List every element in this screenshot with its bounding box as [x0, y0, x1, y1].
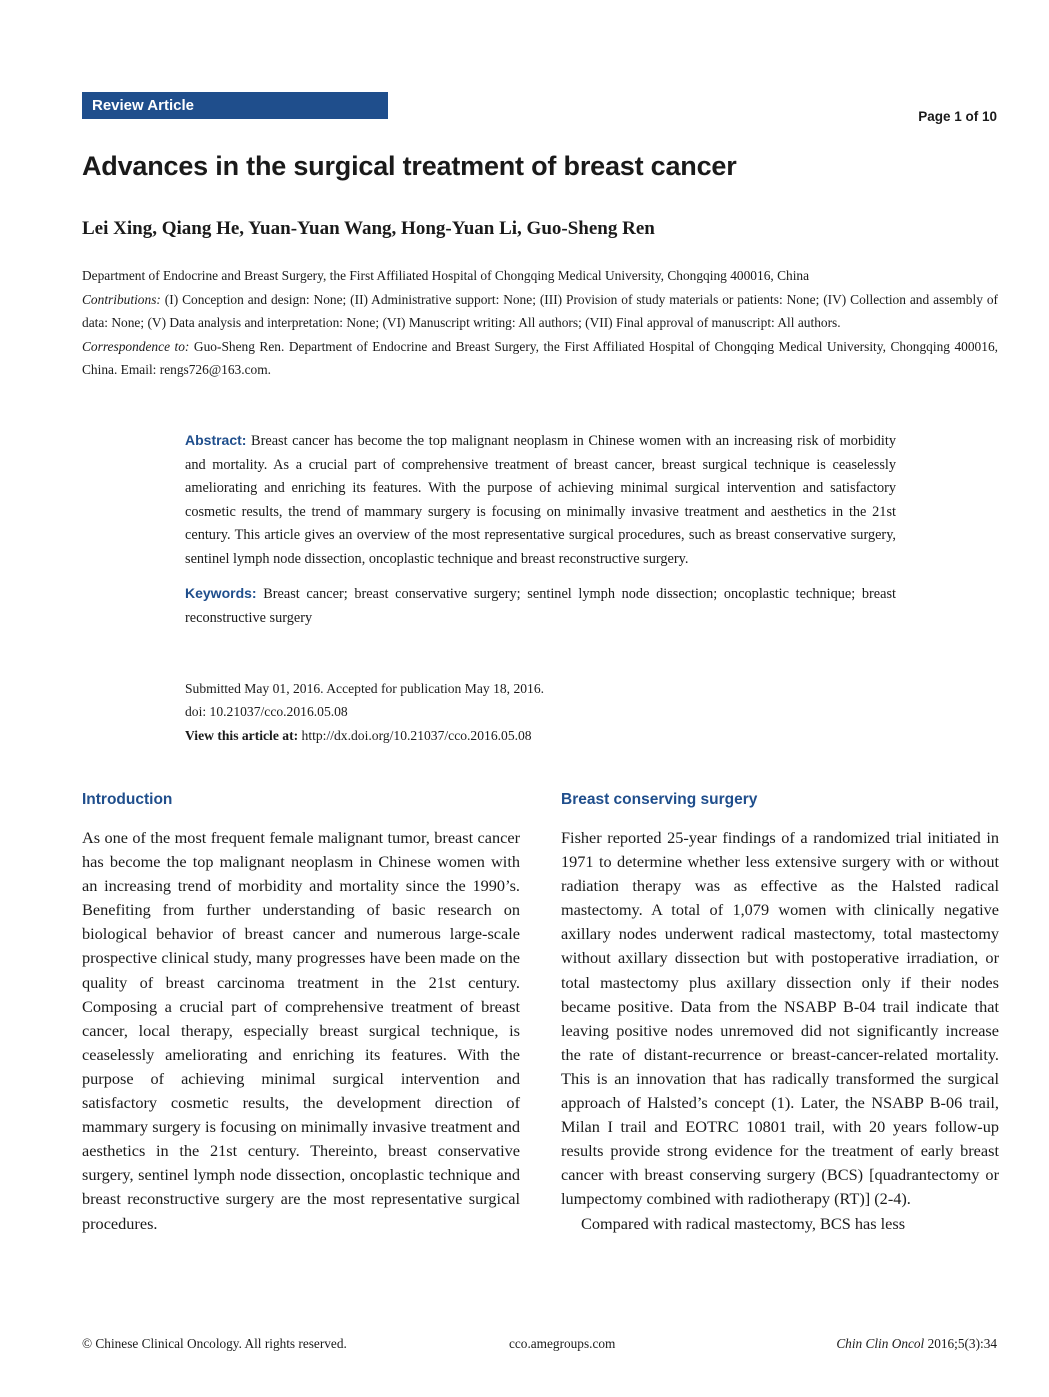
bcs-heading: Breast conserving surgery — [561, 791, 758, 808]
abstract — [185, 429, 896, 571]
keywords-label: Keywords: — [185, 585, 257, 601]
bcs-paragraph-2: Compared with radical mastectomy, BCS has less — [581, 1213, 906, 1233]
correspondence-text: Guo-Sheng Ren. Department of Endocrine and Breast Surgery, the First Affiliated Hospital of Chongqing Medical University, Chongqing 400016, China. Email: rengs726@163.com. — [82, 338, 998, 377]
page-number: Page 1 of 10 — [918, 109, 997, 124]
article-meta — [185, 677, 896, 747]
author-list: Lei Xing, Qiang He, Yuan-Yuan Wang, Hong-Yuan Li, Guo-Sheng Ren — [82, 218, 655, 239]
contributions-label: Contributions: — [82, 291, 161, 307]
introduction-column — [82, 826, 520, 1236]
footer-website[interactable]: cco.amegroups.com — [509, 1336, 616, 1351]
abstract-block — [185, 429, 896, 630]
footer-citation — [836, 1336, 997, 1352]
bcs-paragraph-1: Fisher reported 25-year findings of a randomized trial initiated in 1971 to determine whether less extensive surgery with or without radiation therapy was as effective as the Halsted radical mastectomy. A total of 1,079 women with clinically negative axillary nodes underwent radical mastectomy, total mastectomy without axillary dissection but with postoperative irradiation, or total mastectomy plus axillary dissection only if their nodes became positive. Data from the NSABP B-04 trail indicate that leaving positive nodes unremoved did not significantly increase the rate of distant-recurrence or breast-cancer-related mortality. This is an innovation that has radically transformed the surgical approach of Halsted’s concept (1). Later, the NSABP B-06 trail, Milan I trail and EOTRC 10801 trail, with 20 years follow-up results provide strong evidence for the treatment of early breast cancer with breast conserving surgery (BCS) [quadrantectomy or lumpectomy combined with radiotherapy (RT)] (2-4). — [561, 828, 999, 1209]
keywords — [185, 582, 896, 630]
introduction-paragraph: As one of the most frequent female malignant tumor, breast cancer has become the top malignant neoplasm in Chinese women with an increasing trend of morbidity and mortality since the 1990’s. Benefiting from further understanding of basic research on biological behavior of breast cancer and numerous large-scale prospective clinical study, many progresses have been made on the quality of breast carcinoma treatment in the 21st century. Composing a crucial part of comprehensive treatment of breast cancer, local therapy, especially breast surgical technique, is ceaselessly ameliorating and enriching its features. With the purpose of achieving minimal surgical intervention and satisfactory cosmetic results, the development direction of mammary surgery is focusing on minimally invasive treatment and aesthetics in the 21st century. Thereinto, breast conservative surgery, sentinel lymph node dissection, oncoplastic technique and breast reconstructive surgery are the most representative surgical procedures. — [82, 828, 520, 1233]
footer-copyright: © Chinese Clinical Oncology. All rights reserved. — [82, 1336, 347, 1351]
view-article-link[interactable]: http://dx.doi.org/10.21037/cco.2016.05.08 — [301, 727, 532, 743]
article-type-banner: Review Article — [82, 92, 388, 119]
contributions-text: (I) Conception and design: None; (II) Administrative support: None; (III) Provision of study materials or patients: None; (IV) Collection and assembly of data: None; (V) Data analysis and interpretation: None; (VI) Manuscript writing: All authors; (VII) Final approval of manuscript: All authors. — [82, 291, 998, 330]
contributions — [82, 288, 998, 335]
abstract-label: Abstract: — [185, 432, 247, 448]
citation-journal: Chin Clin Oncol — [836, 1336, 925, 1351]
abstract-text: Breast cancer has become the top malignant neoplasm in Chinese women with an increasing risk of morbidity and mortality. As a crucial part of comprehensive treatment of breast cancer, breast surgical technique is ceaselessly ameliorating and enriching its features. With the purpose of achieving minimal surgical intervention and satisfactory cosmetic results, the trend of mammary surgery is focusing on minimally invasive treatment and aesthetics in the 21st century. This article gives an overview of the most representative surgical procedures, such as breast conservative surgery, sentinel lymph node dissection, oncoplastic technique and breast reconstructive surgery. — [185, 433, 896, 567]
citation-ref: 2016;5(3):34 — [927, 1336, 997, 1351]
keywords-text: Breast cancer; breast conservative surgery; sentinel lymph node dissection; oncoplastic technique; breast reconstructive surgery — [185, 586, 897, 626]
affiliation: Department of Endocrine and Breast Surgery, the First Affiliated Hospital of Chongqing Medical University, Chongqing 400016, China — [82, 268, 810, 283]
doi: doi: 10.21037/cco.2016.05.08 — [185, 704, 348, 720]
correspondence — [82, 335, 998, 382]
view-article-label: View this article at: — [185, 727, 299, 743]
bcs-column — [561, 826, 999, 1236]
view-article — [185, 724, 896, 747]
submission-dates: Submitted May 01, 2016. Accepted for publication May 18, 2016. — [185, 681, 545, 696]
correspondence-label: Correspondence to: — [82, 338, 190, 354]
introduction-heading: Introduction — [82, 791, 173, 808]
affiliation-block — [82, 264, 998, 382]
article-title: Advances in the surgical treatment of breast cancer — [82, 151, 737, 181]
